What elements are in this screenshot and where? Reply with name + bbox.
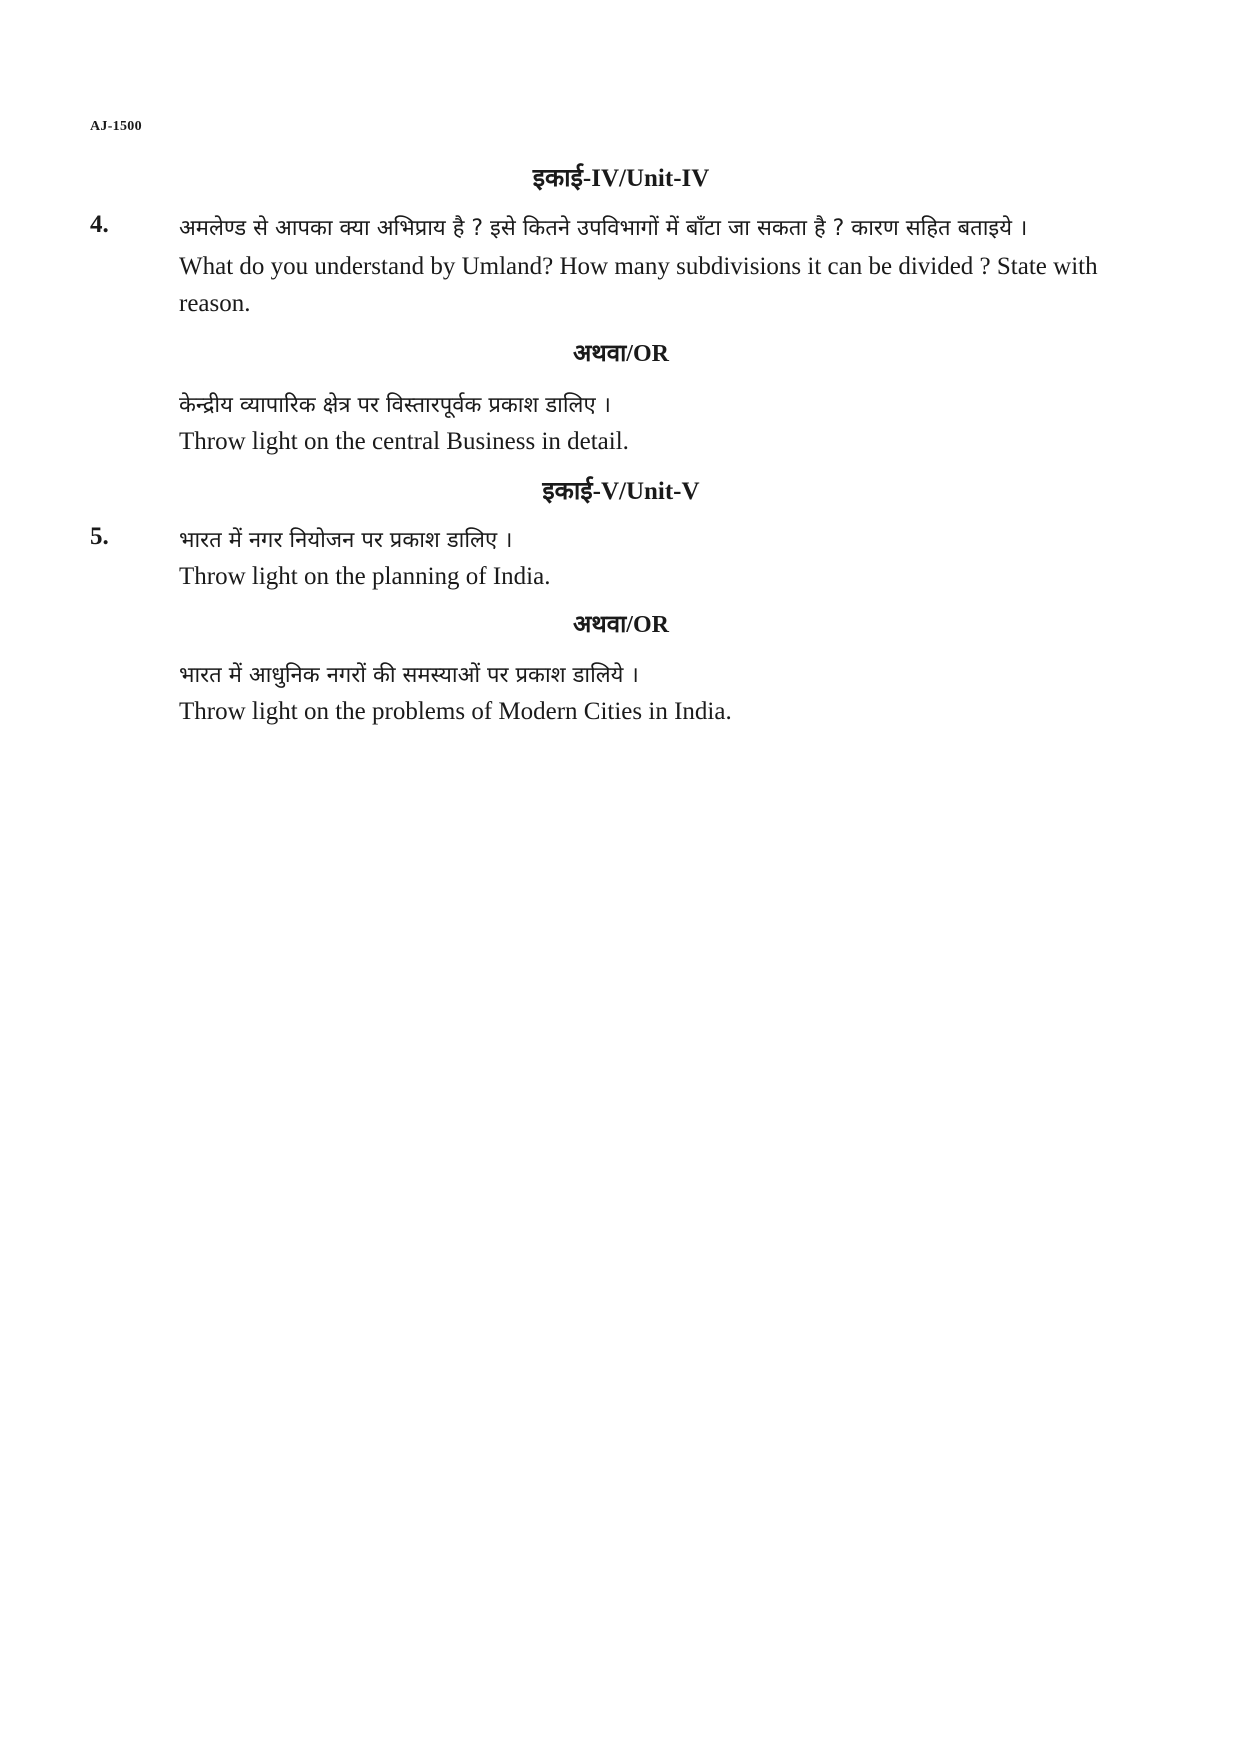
question-5-alt-hindi: भारत में आधुनिक नगरों की समस्याओं पर प्रकाश डालिये । [179, 663, 639, 688]
question-4-alt-hindi: केन्द्रीय व्यापारिक क्षेत्र पर विस्तारपूर्वक प्रकाश डालिए । [179, 393, 611, 418]
question-4-english-line-2: reason. [179, 290, 251, 317]
question-4-english-line-1: What do you understand by Umland? How many subdivisions it can be divided ? State with [179, 253, 1098, 280]
question-4-number: 4. [90, 211, 109, 238]
question-4-alt-english: Throw light on the central Business in detail. [179, 428, 629, 455]
question-5-english: Throw light on the planning of India. [179, 563, 551, 590]
unit-5-heading: इकाई-V/Unit-V [542, 478, 700, 505]
paper-code: AJ-1500 [90, 119, 142, 134]
question-5-alt-english: Throw light on the problems of Modern Cities in India. [179, 698, 732, 725]
question-5-number: 5. [90, 523, 109, 550]
unit-4-heading: इकाई-IV/Unit-IV [532, 165, 710, 192]
question-5-hindi: भारत में नगर नियोजन पर प्रकाश डालिए । [179, 528, 513, 553]
question-4-hindi: अमलेण्ड से आपका क्या अभिप्राय है ? इसे कितने उपविभागों में बाँटा जा सकता है ? कारण सहित बताइये । [179, 216, 1028, 241]
unit-4-or-label: अथवा/OR [573, 341, 669, 367]
unit-5-or-label: अथवा/OR [573, 612, 669, 638]
